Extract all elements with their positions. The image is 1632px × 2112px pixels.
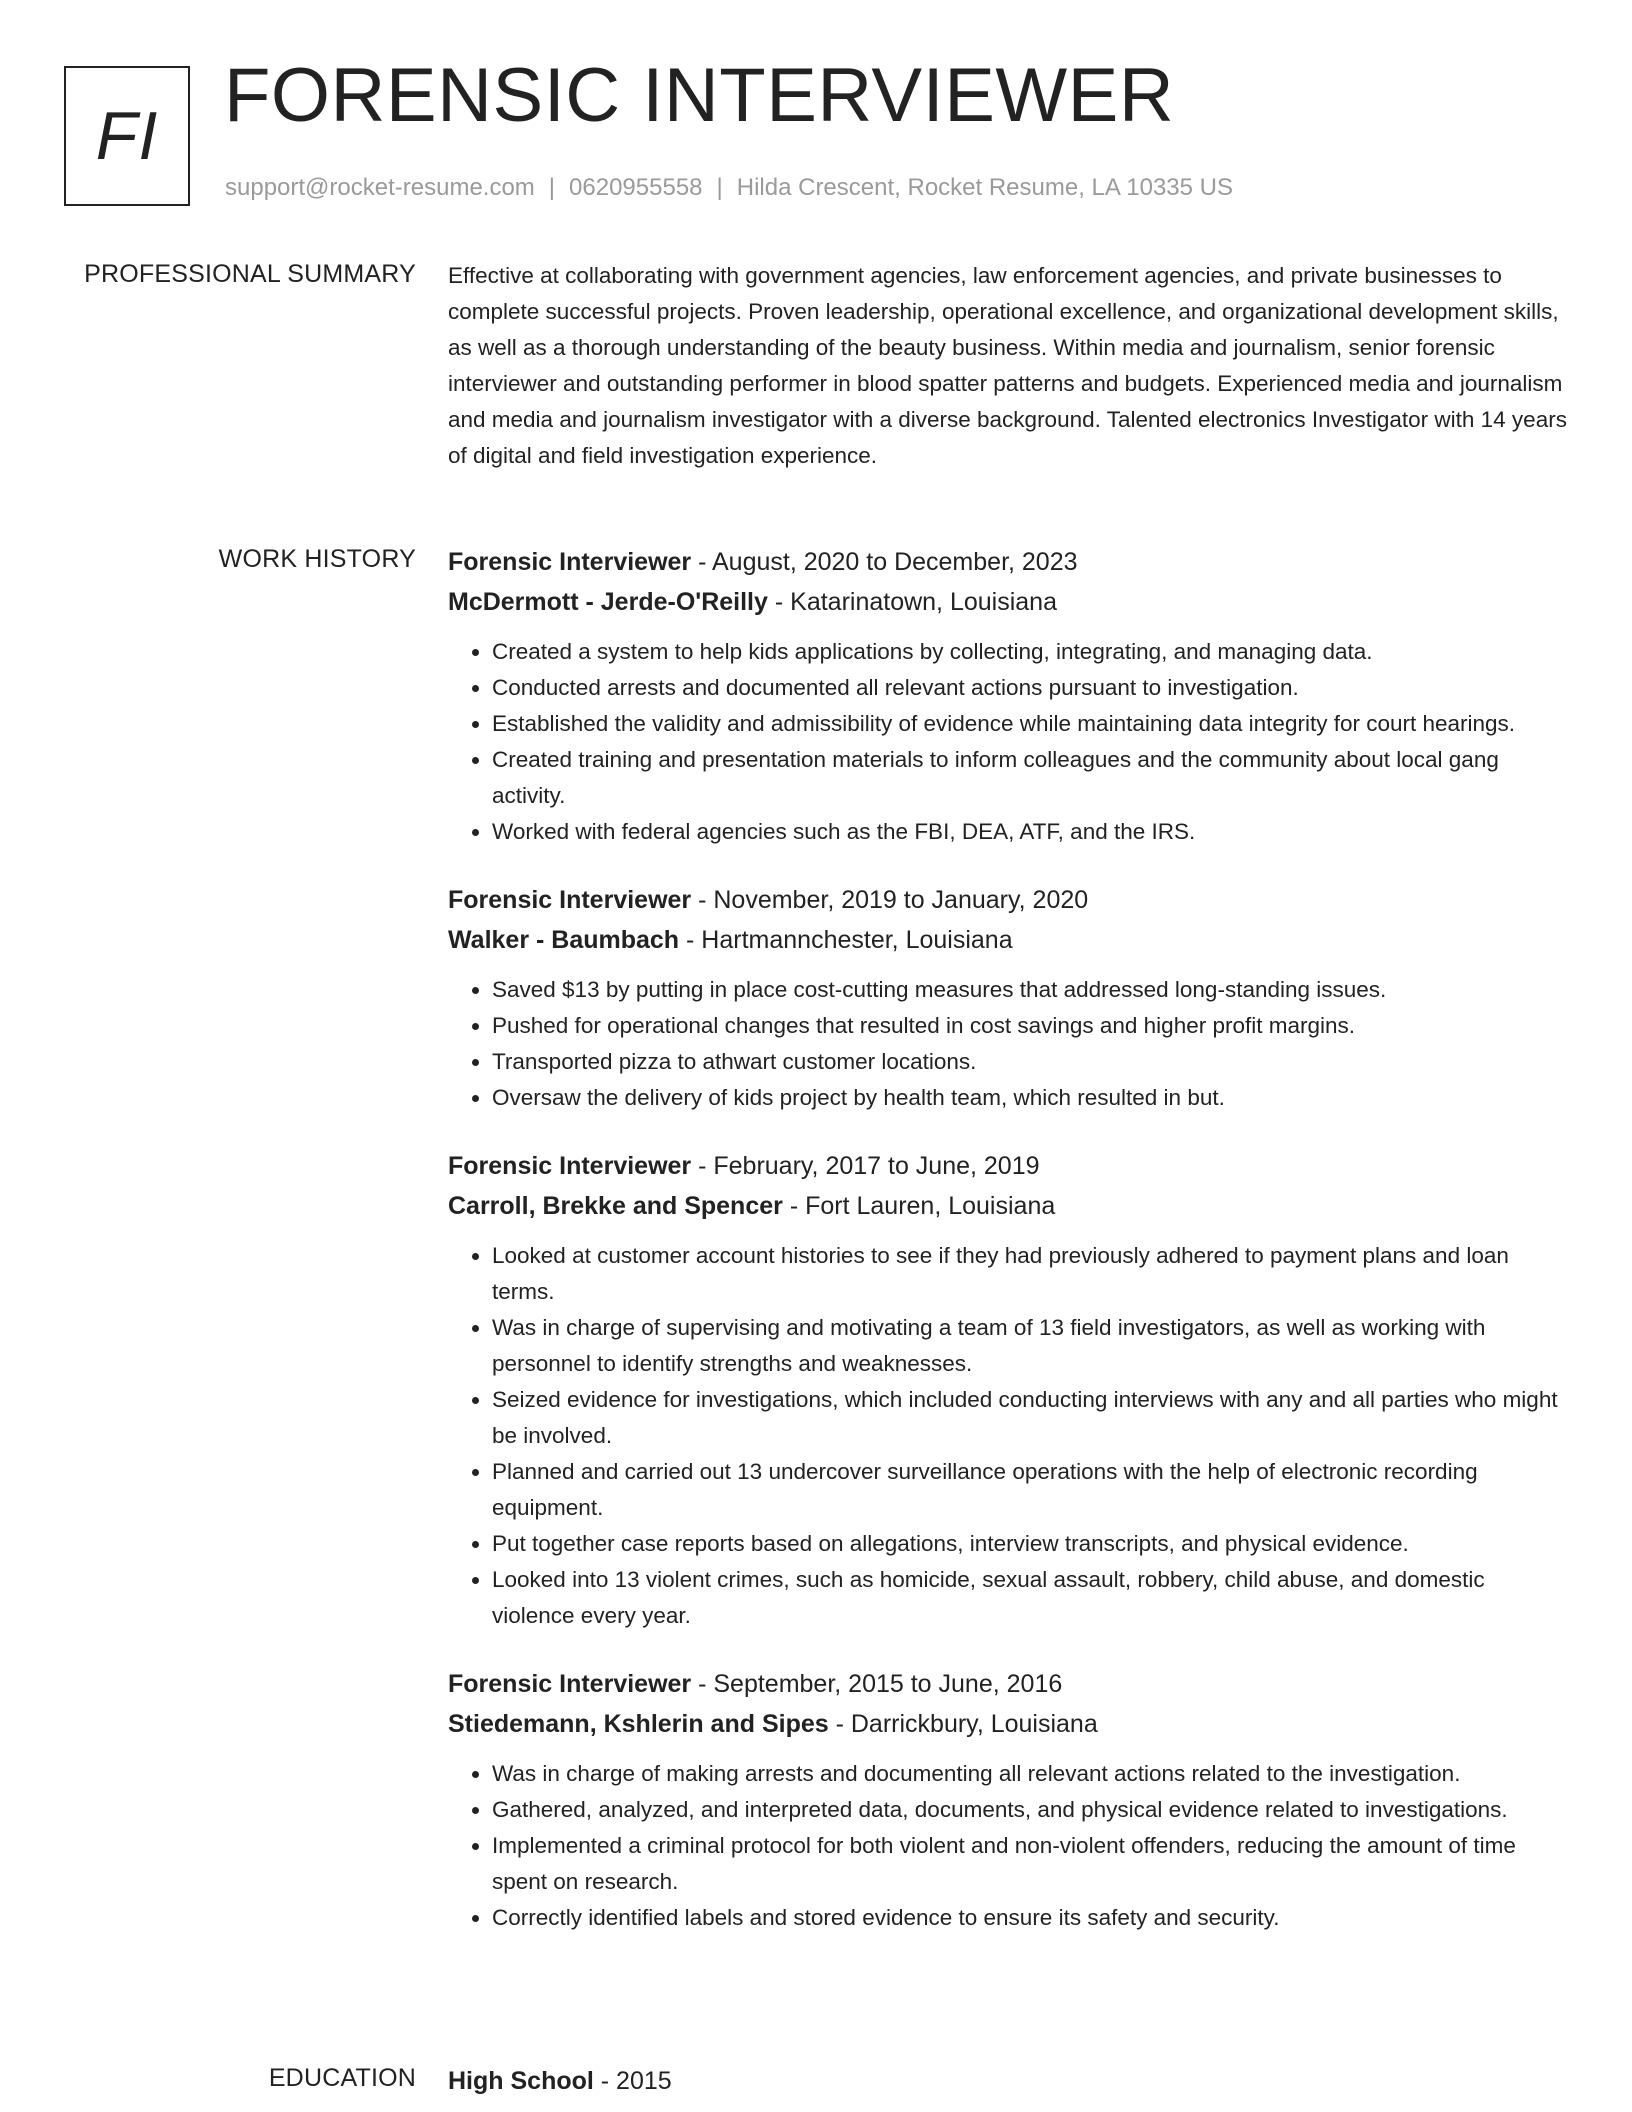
contact-separator: | [548, 174, 556, 201]
job-bullet: • Looked into 13 violent crimes, such as homicide, sexual assault, robbery, child abuse, and domestic violence every year. [492, 1562, 1572, 1634]
job-title-line [448, 880, 1572, 920]
job-bullet: • Conducted arrests and documented all relevant actions pursuant to investigation. [492, 670, 1572, 706]
summary-text: Effective at collaborating with government agencies, law enforcement agencies, and private businesses to complete successful projects. Proven leadership, operational excellence, and organizational development skills, as well as a thorough understanding of the beauty business. Within media and journalism, senior forensic interviewer and outstanding performer in blood spatter patterns and budgets. Experienced media and journalism and media and journalism investigator with a diverse background. Talented electronics Investigator with 14 years of digital and field investigation experience. [448, 263, 1567, 468]
job-location: - Hartmannchester, Louisiana [679, 926, 1013, 954]
job-bullet: • Seized evidence for investigations, which included conducting interviews with any and all parties who might be involved. [492, 1382, 1572, 1454]
job-bullets [448, 972, 1572, 1116]
job-bullet: • Gathered, analyzed, and interpreted data, documents, and physical evidence related to investigations. [492, 1792, 1572, 1828]
job-title-line [448, 542, 1572, 582]
section-label-summary: PROFESSIONAL SUMMARY [84, 260, 416, 288]
job-bullet: • Worked with federal agencies such as the FBI, DEA, ATF, and the IRS. [492, 814, 1572, 850]
job-entry [448, 542, 1572, 850]
job-title-line [448, 1146, 1572, 1186]
job-bullet: • Created training and presentation materials to inform colleagues and the community about local gang activity. [492, 742, 1572, 814]
job-bullet: • Oversaw the delivery of kids project by health team, which resulted in but. [492, 1080, 1572, 1116]
education-line [448, 2061, 1572, 2101]
job-bullets [448, 634, 1572, 850]
job-bullet: • Correctly identified labels and stored evidence to ensure its safety and security. [492, 1900, 1572, 1936]
resume-title: FORENSIC INTERVIEWER [224, 53, 1175, 138]
job-location: - Darrickbury, Louisiana [828, 1710, 1098, 1738]
job-entry [448, 880, 1572, 1116]
job-dates: - August, 2020 to December, 2023 [691, 548, 1078, 576]
job-company: Stiedemann, Kshlerin and Sipes [448, 1710, 829, 1738]
job-title: Forensic Interviewer [448, 548, 692, 576]
monogram-initials: FI [95, 98, 159, 174]
job-bullet: • Pushed for operational changes that resulted in cost savings and higher profit margins. [492, 1008, 1572, 1044]
job-location: - Katarinatown, Louisiana [767, 588, 1057, 616]
job-bullets [448, 1238, 1572, 1634]
work-history-body [448, 542, 1572, 1966]
job-location: - Fort Lauren, Louisiana [782, 1192, 1056, 1220]
monogram-box [64, 66, 190, 206]
section-label-work-history: WORK HISTORY [218, 545, 416, 573]
job-entry [448, 1146, 1572, 1634]
job-title: Forensic Interviewer [448, 1670, 692, 1698]
job-bullet: • Established the validity and admissibility of evidence while maintaining data integrity for court hearings. [492, 706, 1572, 742]
job-company: Walker - Baumbach [448, 926, 680, 954]
education-body [448, 2061, 1572, 2101]
job-title: Forensic Interviewer [448, 1152, 692, 1180]
education-year: - 2015 [593, 2067, 672, 2095]
job-bullet: • Transported pizza to athwart customer locations. [492, 1044, 1572, 1080]
job-company-line [448, 582, 1572, 622]
job-company-line [448, 1704, 1572, 1744]
job-entry [448, 1664, 1572, 1936]
job-company: Carroll, Brekke and Spencer [448, 1192, 783, 1220]
summary-body [448, 258, 1572, 474]
job-company: McDermott - Jerde-O'Reilly [448, 588, 768, 616]
contact-separator: | [716, 174, 723, 201]
education-degree: High School [448, 2067, 594, 2095]
job-bullet: • Put together case reports based on allegations, interview transcripts, and physical evidence. [492, 1526, 1572, 1562]
contact-line [225, 174, 1233, 202]
job-bullet: • Looked at customer account histories to see if they had previously adhered to payment plans and loan terms. [492, 1238, 1572, 1310]
job-title-line [448, 1664, 1572, 1704]
job-company-line [448, 920, 1572, 960]
section-label-education: EDUCATION [268, 2064, 416, 2092]
job-bullets [448, 1756, 1572, 1936]
contact-email: support@rocket-resume.com [225, 174, 535, 201]
job-dates: - September, 2015 to June, 2016 [691, 1670, 1063, 1698]
job-bullet: • Planned and carried out 13 undercover surveillance operations with the help of electronic recording equipment. [492, 1454, 1572, 1526]
job-title: Forensic Interviewer [448, 886, 692, 914]
job-dates: - November, 2019 to January, 2020 [691, 886, 1089, 914]
job-bullet: • Implemented a criminal protocol for both violent and non-violent offenders, reducing the amount of time spent on research. [492, 1828, 1572, 1900]
contact-phone: 0620955558 [569, 174, 703, 201]
job-bullet: • Was in charge of making arrests and documenting all relevant actions related to the investigation. [492, 1756, 1572, 1792]
job-bullet: • Created a system to help kids applications by collecting, integrating, and managing data. [492, 634, 1572, 670]
job-bullet: • Saved $13 by putting in place cost-cutting measures that addressed long-standing issues. [492, 972, 1572, 1008]
contact-address: Hilda Crescent, Rocket Resume, LA 10335 US [736, 174, 1233, 201]
job-dates: - February, 2017 to June, 2019 [691, 1152, 1040, 1180]
job-bullet: • Was in charge of supervising and motivating a team of 13 field investigators, as well as working with personnel to identify strengths and weaknesses. [492, 1310, 1572, 1382]
job-company-line [448, 1186, 1572, 1226]
